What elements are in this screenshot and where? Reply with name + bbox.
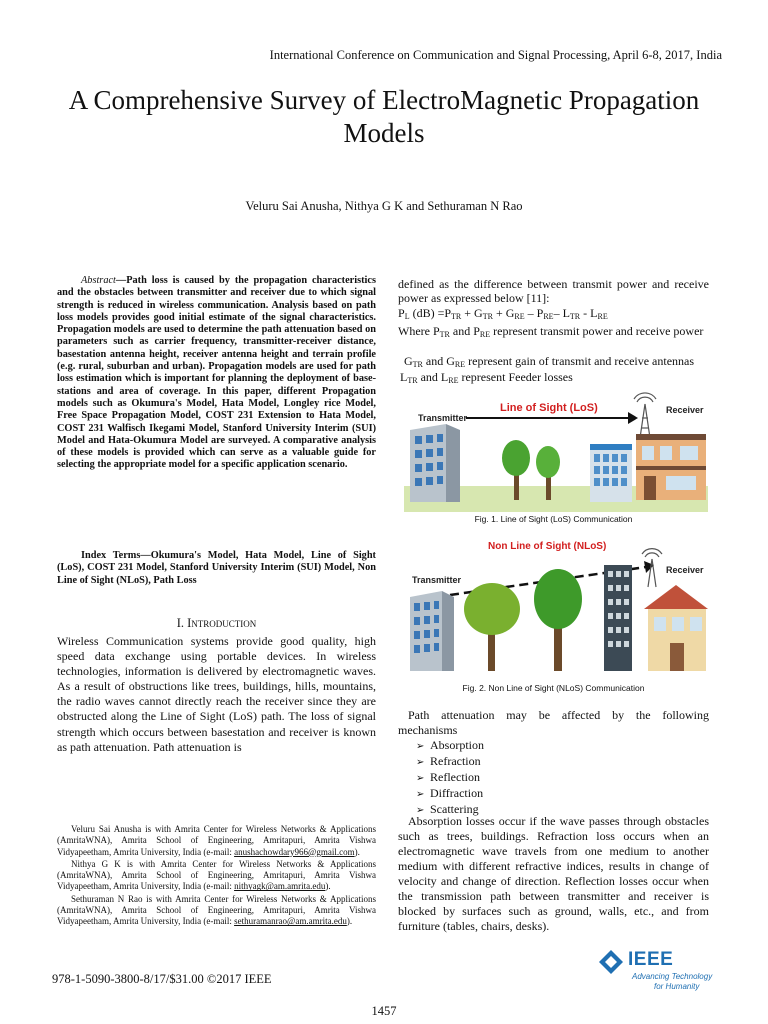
list-item: ➢ Absorption — [416, 738, 484, 754]
mechanisms-list — [416, 738, 484, 818]
figure-1-los — [404, 390, 708, 512]
ieee-diamond-icon — [598, 949, 624, 975]
email-link-2[interactable]: nithyagk@am.amrita.edu — [234, 881, 326, 892]
abstract-label: Abstract — [81, 275, 116, 286]
equation-where-text: Where $P_{TR}$ and $P_{RE}$ represent transmit power and receive power — [398, 324, 704, 339]
paper-title: A Comprehensive Survey of ElectroMagnetic Propagation Models — [68, 85, 700, 148]
absorption-paragraph: Absorption losses occur if the wave passes through obstacles such as trees, buildings. Refraction loss occurs when an electromagnetic wave travels from one medium to another medium with different refractive indices, results in change of velocity and change of direction. Reflection losses occur when the transmission path between transmitter and receiver is blocked by surfaces such as ground, walls, etc., and from furniture (tables, chairs, desks). — [398, 814, 709, 933]
footnote-2: Nithya G K is with Amrita Center for Wireless Networks & Applications (AmritaWNA), Amrita School of Engineering, Amritapuri, Amrita Vishwa Vidyapeetham, Amrita University, India (e-mail: nithyagk@am.amrita.edu). — [57, 858, 376, 892]
receiver-label: Receiver — [666, 405, 704, 415]
receiver-house-icon — [636, 434, 706, 500]
office-building-icon — [590, 444, 632, 502]
list-item: ➢ Scattering — [416, 802, 484, 818]
list-item: ➢ Reflection — [416, 770, 484, 786]
gain-definition: $G_{TR}$ and $G_{RE}$ represent gain of transmit and receive antennas — [404, 354, 695, 369]
abstract-text: —Path loss is caused by the propagation characteristics and the obstacles between transmitter and receiver due to which signal strength is reduced in wireless communication. Analysis based on path loss models provides good initial estimate of the signal characteristics. Propagation models are used to determine the path attenuation based on parameters such as carrier frequency, transmitter-receiver distance, basestation antenna height, receiver antenna height and terrain profile (e.g. rural, suburban and urban). Propagation models are used for path loss estimation which is important for planning the deployment of base-stations and area of coverage. In this paper, different Propagation models such as Okumura's Model, Hata Model, Longley rice Model, Free Space Propagation Model, COST 231 Extension to Hata Model, COST 231 Walfisch Ikegami Model, Stanford University Interim (SUI) Model and Hata-Okumura Model are surveyed. A comparative analysis of these models is provided which can serve as a valuable guide for selecting the appropriate model for a specific application scenario. — [57, 275, 376, 471]
email-link-3[interactable]: sethuramanrao@am.amrita.edu — [234, 916, 347, 927]
list-item: ➢ Refraction — [416, 754, 484, 770]
figure-1-caption: Fig. 1. Line of Sight (LoS) Communication — [474, 514, 633, 524]
author-footnotes — [57, 824, 376, 929]
transmitter-label: Transmitter — [418, 413, 468, 423]
list-item: ➢ Diffraction — [416, 786, 484, 802]
mechanisms-intro: Path attenuation may be affected by the following mechanisms — [398, 708, 709, 737]
figure-2-caption: Fig. 2. Non Line of Sight (NLoS) Communication — [462, 683, 645, 693]
path-loss-definition: defined as the difference between transmit power and receive power as expressed below [11]: — [398, 277, 709, 305]
isbn-line: 978-1-5090-3800-8/17/$31.00 ©2017 IEEE — [52, 972, 272, 986]
footnote-3: Sethuraman N Rao is with Amrita Center for Wireless Networks & Applications (AmritaWNA), Amrita School of Engineering, Amritapuri, Amrita Vishwa Vidyapeetham, Amrita University, India (e-mail: sethuramanrao@am.amrita.edu). — [57, 893, 376, 927]
abstract — [57, 275, 376, 472]
section-heading-introduction: I. Introduction — [176, 616, 257, 630]
conference-header: International Conference on Communication and Signal Processing, April 6-8, 2017, India — [269, 48, 722, 62]
footnote-1: Veluru Sai Anusha is with Amrita Center for Wireless Networks & Applications (AmritaWNA), Amrita School of Engineering, Amritapuri, Amrita Vishwa Vidyapeetham, Amrita University, India (e-mail: anushachowdary966@gmail.com). — [57, 824, 376, 857]
los-label: Line of Sight (LoS) — [500, 402, 598, 414]
transmitter-label-2: Transmitter — [412, 575, 462, 585]
index-terms: Index Terms—Okumura's Model, Hata Model, Line of Sight (LoS), COST 231 Model, Stanford University Interim (SUI) Model, Non Line of Sight (NLoS), Path Loss — [57, 550, 376, 586]
ieee-logo-text: IEEE — [628, 949, 674, 970]
transmitter-building-icon — [410, 424, 460, 502]
nlos-label: Non Line of Sight (NLoS) — [488, 541, 607, 552]
ieee-tagline-1: Advancing Technology — [632, 972, 713, 981]
receiver-label-2: Receiver — [666, 565, 704, 575]
transmitter-building-icon — [410, 591, 454, 671]
figure-2-nlos — [408, 537, 708, 674]
path-loss-equation: $P_L$ $(dB) =P_{TR} + G_{TR} + G_{RE} - P_{RE}-$ $L_{TR} - L_{RE}$ — [398, 306, 608, 321]
tall-building-icon — [604, 565, 632, 671]
email-link-1[interactable]: anushachowdary966@gmail.com — [234, 846, 355, 857]
page-number: 1457 — [371, 1004, 397, 1018]
ieee-tagline-2: for Humanity — [654, 982, 700, 991]
introduction-text: Wireless Communication systems provide good quality, high speed data exchange using portable devices. In wireless technologies, information is delivered by electromagnetic waves. As a result of obstructions like trees, buildings, hills, mountains, the radio waves cannot directly reach the receiver since they are obstructed along the Line of Sight (LoS) path. The loss of signal strength which occurs between basestation and receiver is known as path attenuation. Path attenuation is — [57, 634, 376, 754]
authors: Veluru Sai Anusha, Nithya G K and Sethuraman N Rao — [245, 199, 523, 213]
feeder-loss-definition: $L_{TR}$ and $L_{RE}$ represent Feeder losses — [400, 370, 573, 385]
